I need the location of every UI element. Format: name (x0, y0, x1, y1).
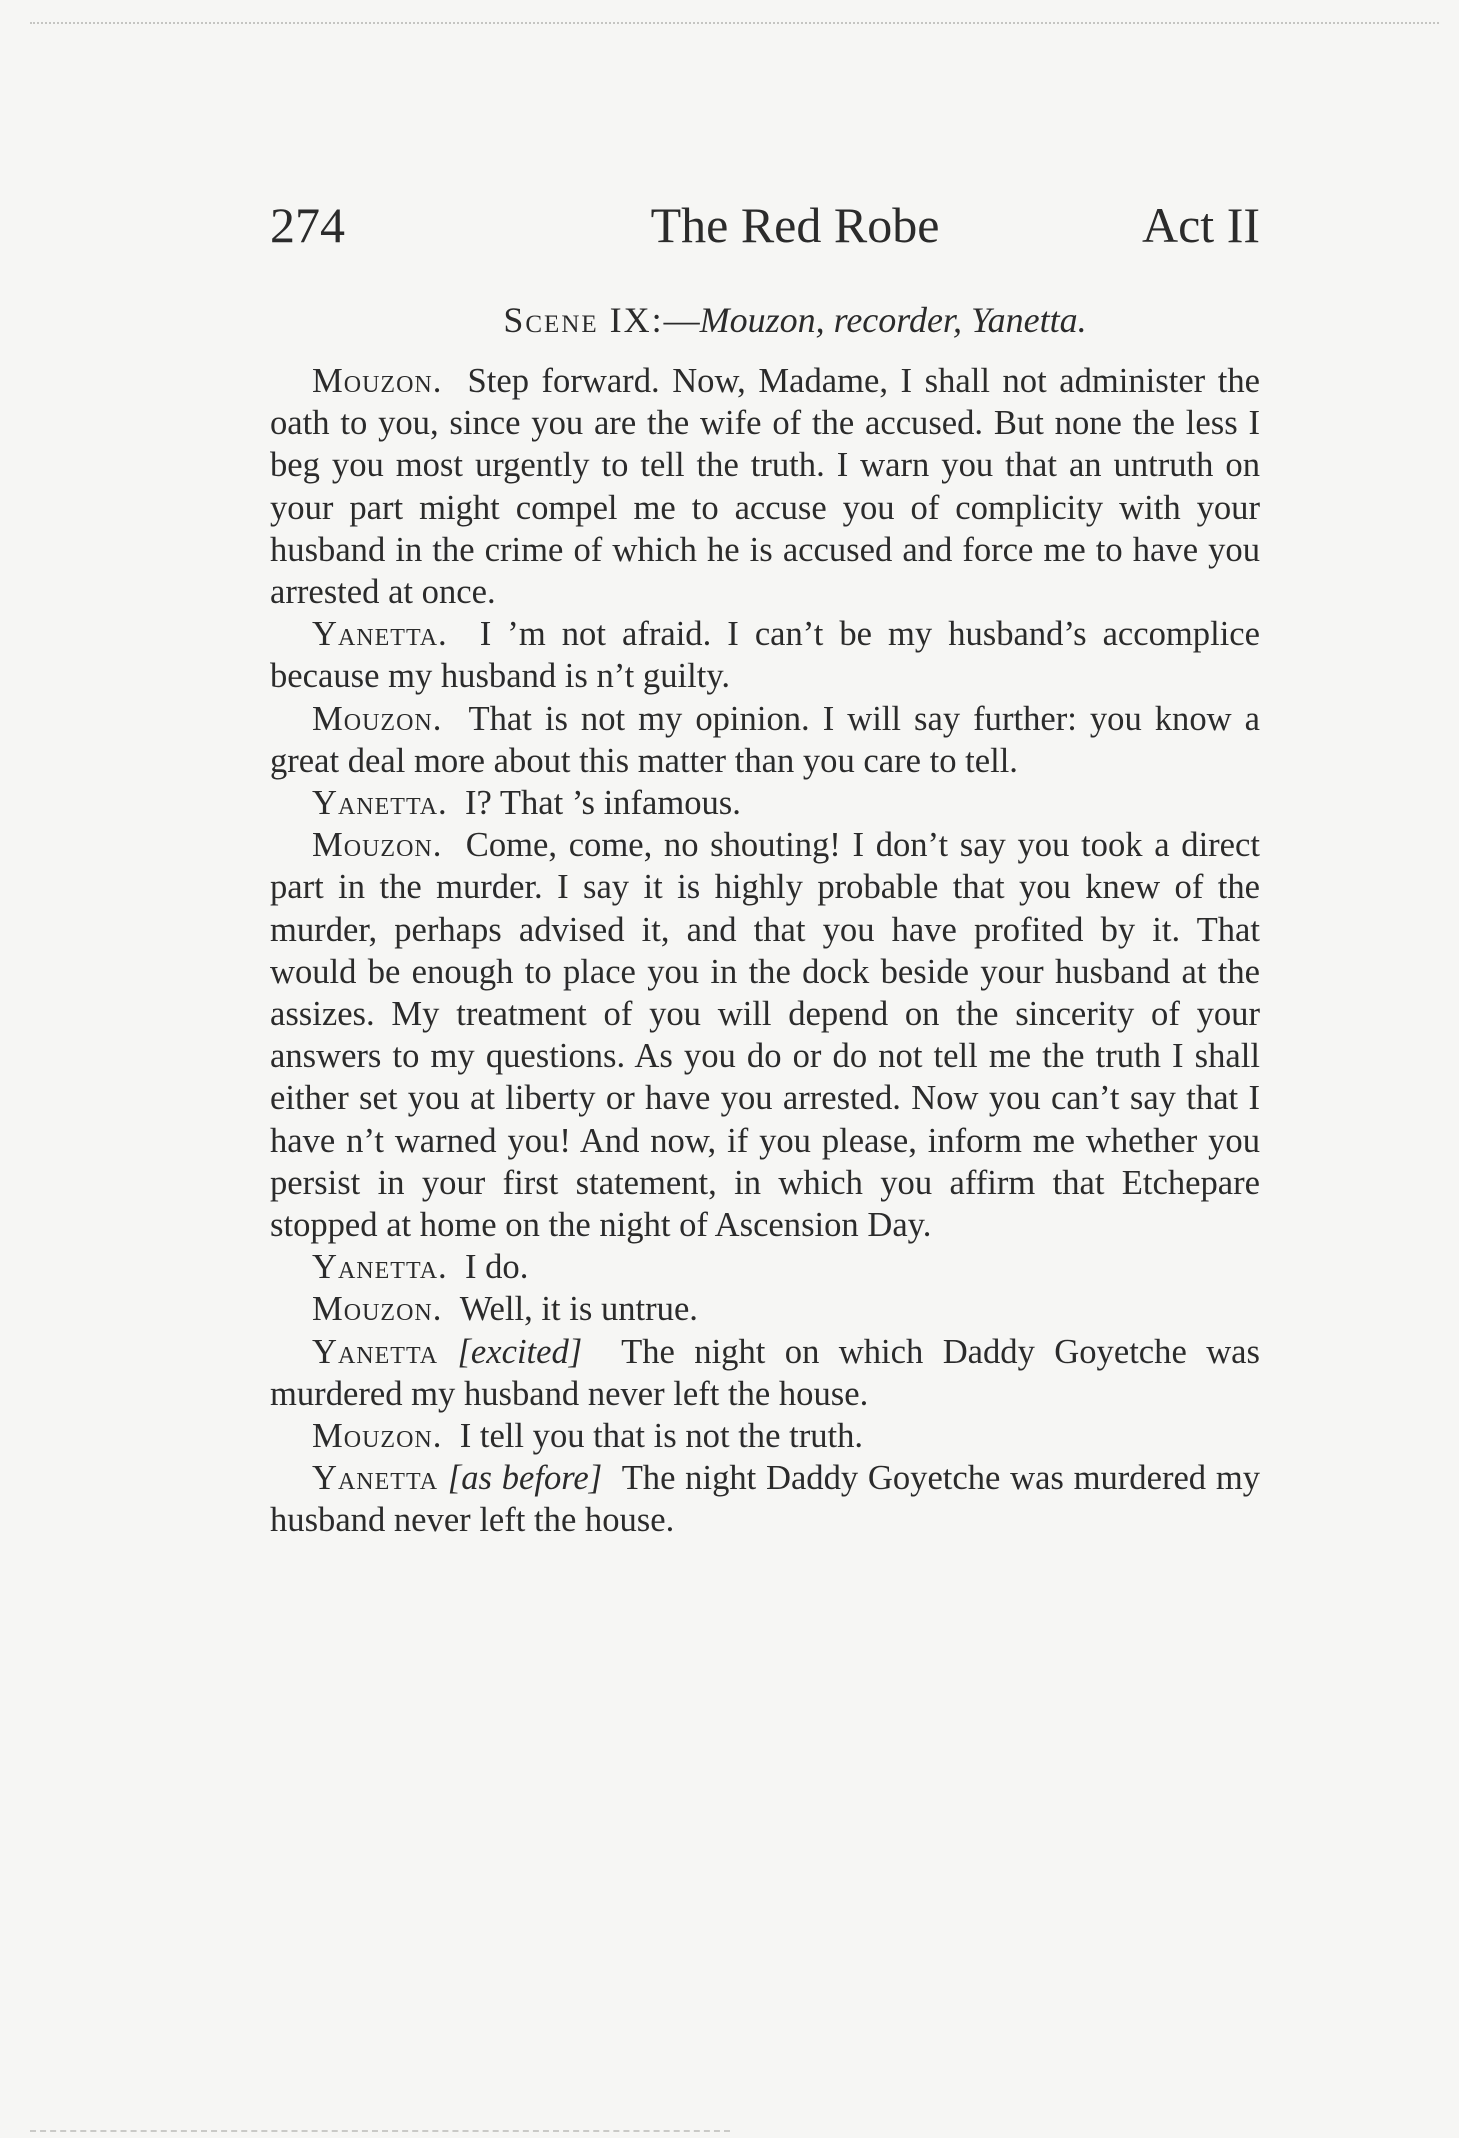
speech (270, 613, 1260, 697)
speaker-name: Mouzon. (312, 362, 443, 400)
speech-text: That is not my opinion. I will say further: you know a great deal more about this matter than you care to tell. (270, 699, 1260, 780)
scene-label: Scene IX: (503, 300, 664, 340)
speaker-name: Yanetta (312, 1332, 439, 1371)
speech-text: I ’m not afraid. I can’t be my husband’s accomplice because my husband is n’t guilty. (270, 615, 1260, 696)
stage-direction: [excited] (457, 1332, 583, 1371)
speaker-name: Mouzon. (312, 826, 443, 865)
speech-text: Come, come, no shouting! I don’t say you took a direct part in the murder. I say it is highly probable that you knew of the murder, perhaps advised it, and that you have profited by it. That would be enough to place you in the dock beside your husband at the assizes. My treatment of you will depend on the sincerity of your answers to my questions. As you do or do not tell me the truth I shall either set you at liberty or have you arrested. Now you can’t say that I have n’t warned you! And now, if you please, inform me whether you persist in your first statement, in which you affirm that Etchepare stopped at home on the night of Ascension Day. (270, 826, 1260, 1245)
speech-text: Well, it is untrue. (459, 1290, 698, 1329)
act-label: Act II (1142, 197, 1260, 253)
dialogue-body (270, 360, 1260, 1542)
scan-edge-top (30, 22, 1439, 26)
speaker-name: Yanetta (312, 1459, 439, 1498)
stage-direction: [as before] (447, 1459, 603, 1498)
speech-text: I do. (464, 1248, 529, 1287)
running-header (270, 190, 1260, 260)
speech (270, 782, 1260, 824)
speaker-name: Mouzon. (312, 1290, 443, 1329)
speaker-name: Yanetta. (312, 1248, 448, 1287)
speech-text: The night on which Daddy Goyetche was murdered my husband never left the house. (270, 1332, 1260, 1413)
speech (270, 824, 1260, 1246)
speaker-name: Mouzon. (312, 1417, 443, 1456)
speech-text: Step forward. Now, Madame, I shall not administer the oath to you, since you are the wife of the accused. But none the less I beg you most urgently to tell the truth. I warn you that an untruth on your part might compel me to accuse you of complicity with your husband in the crime of which he is accused and force me to have you arrested at once. (270, 362, 1260, 612)
speech (270, 1246, 1260, 1288)
speech (270, 1331, 1260, 1415)
scene-heading (270, 296, 1260, 344)
speech (270, 698, 1260, 782)
speaker-name: Yanetta. (312, 615, 448, 654)
speech-text: I? That ’s infamous. (464, 784, 741, 823)
scan-edge-bottom (30, 2130, 730, 2134)
speaker-name: Yanetta. (312, 784, 448, 823)
speech (270, 1457, 1260, 1541)
speech-text: I tell you that is not the truth. (459, 1417, 864, 1456)
running-title: The Red Robe (650, 197, 940, 253)
speech (270, 1288, 1260, 1330)
page-number: 274 (270, 197, 345, 253)
speech-text: The night Daddy Goyetche was murdered my husband never left the house. (270, 1459, 1261, 1540)
scene-dash: — (663, 300, 700, 340)
speaker-name: Mouzon. (312, 699, 443, 738)
speech (270, 1415, 1260, 1457)
speech (270, 360, 1260, 613)
scene-characters: Mouzon, recorder, Yanetta. (699, 300, 1087, 340)
